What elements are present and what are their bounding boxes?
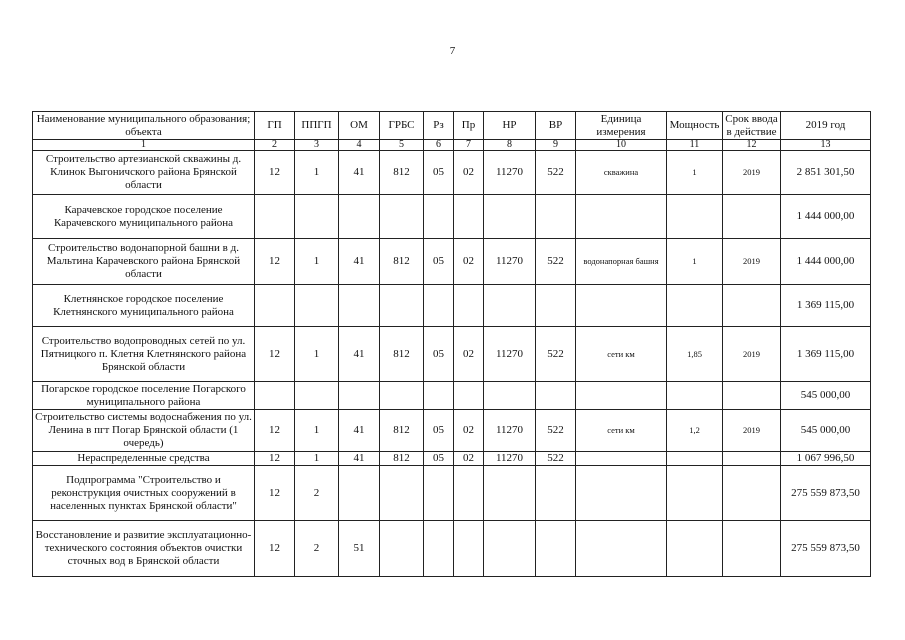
header-ppgp: ППГП (295, 112, 339, 140)
cell-unit (576, 521, 667, 577)
cell-rz (424, 521, 454, 577)
column-number: 10 (576, 140, 667, 151)
cell-rz: 05 (424, 452, 454, 466)
header-vr: ВР (536, 112, 576, 140)
cell-rz (424, 195, 454, 239)
header-year: 2019 год (781, 112, 871, 140)
cell-om: 41 (339, 327, 380, 382)
cell-grbs: 812 (380, 151, 424, 195)
header-gp: ГП (255, 112, 295, 140)
cell-term (723, 382, 781, 410)
cell-vr (536, 466, 576, 521)
header-nr: НР (484, 112, 536, 140)
table-row (33, 285, 871, 327)
cell-nr (484, 521, 536, 577)
cell-om (339, 195, 380, 239)
cell-om (339, 285, 380, 327)
cell-gp: 12 (255, 521, 295, 577)
cell-nr (484, 466, 536, 521)
cell-ppgp: 1 (295, 151, 339, 195)
cell-vr: 522 (536, 151, 576, 195)
page-number: 7 (449, 45, 456, 57)
column-number: 2 (255, 140, 295, 151)
cell-gp: 12 (255, 452, 295, 466)
cell-name: Строительство артезианской скважины д. Клинок Выгоничского района Брянской области (33, 151, 255, 195)
cell-amount: 275 559 873,50 (781, 521, 871, 577)
cell-gp (255, 285, 295, 327)
column-number: 4 (339, 140, 380, 151)
cell-power (667, 521, 723, 577)
cell-ppgp: 2 (295, 466, 339, 521)
cell-power (667, 466, 723, 521)
cell-name: Строительство системы водоснабжения по ул. Ленина в пгт Погар Брянской области (1 очередь) (33, 410, 255, 452)
cell-grbs (380, 382, 424, 410)
cell-term (723, 466, 781, 521)
table-row (33, 382, 871, 410)
column-numbers-row (33, 140, 871, 151)
cell-unit (576, 466, 667, 521)
cell-ppgp: 2 (295, 521, 339, 577)
column-number: 3 (295, 140, 339, 151)
cell-vr (536, 521, 576, 577)
cell-rz (424, 466, 454, 521)
cell-rz (424, 382, 454, 410)
cell-amount: 545 000,00 (781, 382, 871, 410)
cell-rz (424, 285, 454, 327)
cell-name: Строительство водопроводных сетей по ул. Пятницкого п. Клетня Клетнянского района Брянской области (33, 327, 255, 382)
cell-power: 1,2 (667, 410, 723, 452)
cell-pr (454, 382, 484, 410)
cell-om: 41 (339, 452, 380, 466)
cell-nr: 11270 (484, 452, 536, 466)
cell-grbs: 812 (380, 410, 424, 452)
cell-rz: 05 (424, 239, 454, 285)
cell-term (723, 195, 781, 239)
table-row (33, 452, 871, 466)
cell-amount: 1 067 996,50 (781, 452, 871, 466)
cell-amount: 275 559 873,50 (781, 466, 871, 521)
cell-gp: 12 (255, 466, 295, 521)
header-power: Мощность (667, 112, 723, 140)
cell-grbs (380, 285, 424, 327)
header-name: Наименование муниципального образования; объекта (33, 112, 255, 140)
cell-power: 1 (667, 151, 723, 195)
cell-gp: 12 (255, 327, 295, 382)
cell-gp (255, 382, 295, 410)
cell-pr: 02 (454, 327, 484, 382)
cell-vr: 522 (536, 452, 576, 466)
column-number: 13 (781, 140, 871, 151)
cell-om (339, 466, 380, 521)
column-number: 9 (536, 140, 576, 151)
cell-term (723, 285, 781, 327)
column-number: 6 (424, 140, 454, 151)
table-row (33, 327, 871, 382)
cell-rz: 05 (424, 327, 454, 382)
cell-nr (484, 382, 536, 410)
cell-name: Нераспределенные средства (33, 452, 255, 466)
header-grbs: ГРБС (380, 112, 424, 140)
cell-pr: 02 (454, 410, 484, 452)
cell-gp: 12 (255, 239, 295, 285)
cell-om: 41 (339, 239, 380, 285)
cell-power: 1,85 (667, 327, 723, 382)
cell-pr: 02 (454, 452, 484, 466)
cell-ppgp: 1 (295, 327, 339, 382)
cell-nr: 11270 (484, 239, 536, 285)
table-row (33, 195, 871, 239)
cell-vr (536, 382, 576, 410)
header-rz: Рз (424, 112, 454, 140)
cell-pr: 02 (454, 239, 484, 285)
cell-vr: 522 (536, 239, 576, 285)
cell-om: 41 (339, 410, 380, 452)
cell-ppgp (295, 382, 339, 410)
cell-pr (454, 521, 484, 577)
cell-amount: 1 444 000,00 (781, 195, 871, 239)
cell-vr: 522 (536, 327, 576, 382)
cell-term (723, 521, 781, 577)
cell-power (667, 452, 723, 466)
cell-grbs: 812 (380, 327, 424, 382)
cell-power (667, 382, 723, 410)
cell-nr: 11270 (484, 410, 536, 452)
cell-ppgp (295, 195, 339, 239)
cell-power: 1 (667, 239, 723, 285)
cell-name: Погарское городское поселение Погарского муниципального района (33, 382, 255, 410)
cell-grbs: 812 (380, 239, 424, 285)
cell-nr: 11270 (484, 151, 536, 195)
cell-vr (536, 285, 576, 327)
table-row (33, 151, 871, 195)
cell-ppgp: 1 (295, 452, 339, 466)
cell-unit (576, 285, 667, 327)
cell-ppgp (295, 285, 339, 327)
cell-unit: сети км (576, 327, 667, 382)
column-number: 8 (484, 140, 536, 151)
cell-power (667, 285, 723, 327)
header-unit: Единица измерения (576, 112, 667, 140)
cell-term (723, 452, 781, 466)
table-row (33, 466, 871, 521)
cell-unit: сети км (576, 410, 667, 452)
cell-unit: скважина (576, 151, 667, 195)
cell-term: 2019 (723, 327, 781, 382)
cell-rz: 05 (424, 151, 454, 195)
header-om: ОМ (339, 112, 380, 140)
cell-gp: 12 (255, 410, 295, 452)
table-row (33, 239, 871, 285)
cell-ppgp: 1 (295, 239, 339, 285)
cell-unit: водонапорная башня (576, 239, 667, 285)
cell-nr: 11270 (484, 327, 536, 382)
column-number: 12 (723, 140, 781, 151)
cell-vr (536, 195, 576, 239)
cell-unit (576, 452, 667, 466)
cell-grbs: 812 (380, 452, 424, 466)
table-row (33, 410, 871, 452)
cell-om: 41 (339, 151, 380, 195)
header-term: Срок ввода в действие (723, 112, 781, 140)
cell-pr (454, 195, 484, 239)
cell-term: 2019 (723, 239, 781, 285)
budget-table (32, 111, 871, 577)
cell-term: 2019 (723, 151, 781, 195)
cell-gp: 12 (255, 151, 295, 195)
cell-om (339, 382, 380, 410)
cell-pr: 02 (454, 151, 484, 195)
cell-unit (576, 382, 667, 410)
cell-name: Подпрограмма "Строительство и реконструкция очистных сооружений в населенных пунктах Брянской области" (33, 466, 255, 521)
cell-amount: 1 369 115,00 (781, 327, 871, 382)
cell-gp (255, 195, 295, 239)
cell-amount: 545 000,00 (781, 410, 871, 452)
table-header-row (33, 112, 871, 140)
column-number: 5 (380, 140, 424, 151)
cell-power (667, 195, 723, 239)
column-number: 7 (454, 140, 484, 151)
cell-grbs (380, 521, 424, 577)
cell-pr (454, 466, 484, 521)
cell-unit (576, 195, 667, 239)
cell-nr (484, 285, 536, 327)
cell-vr: 522 (536, 410, 576, 452)
header-pr: Пр (454, 112, 484, 140)
cell-term: 2019 (723, 410, 781, 452)
column-number: 1 (33, 140, 255, 151)
cell-name: Восстановление и развитие эксплуатационно-технического состояния объектов очистки сточных вод в Брянской области (33, 521, 255, 577)
cell-name: Клетнянское городское поселение Клетнянского муниципального района (33, 285, 255, 327)
cell-name: Карачевское городское поселение Карачевского муниципального района (33, 195, 255, 239)
cell-grbs (380, 195, 424, 239)
cell-rz: 05 (424, 410, 454, 452)
cell-nr (484, 195, 536, 239)
cell-pr (454, 285, 484, 327)
cell-amount: 1 369 115,00 (781, 285, 871, 327)
cell-amount: 2 851 301,50 (781, 151, 871, 195)
cell-name: Строительство водонапорной башни в д. Мальтина Карачевского района Брянской области (33, 239, 255, 285)
cell-amount: 1 444 000,00 (781, 239, 871, 285)
cell-grbs (380, 466, 424, 521)
cell-ppgp: 1 (295, 410, 339, 452)
cell-om: 51 (339, 521, 380, 577)
column-number: 11 (667, 140, 723, 151)
table-row (33, 521, 871, 577)
